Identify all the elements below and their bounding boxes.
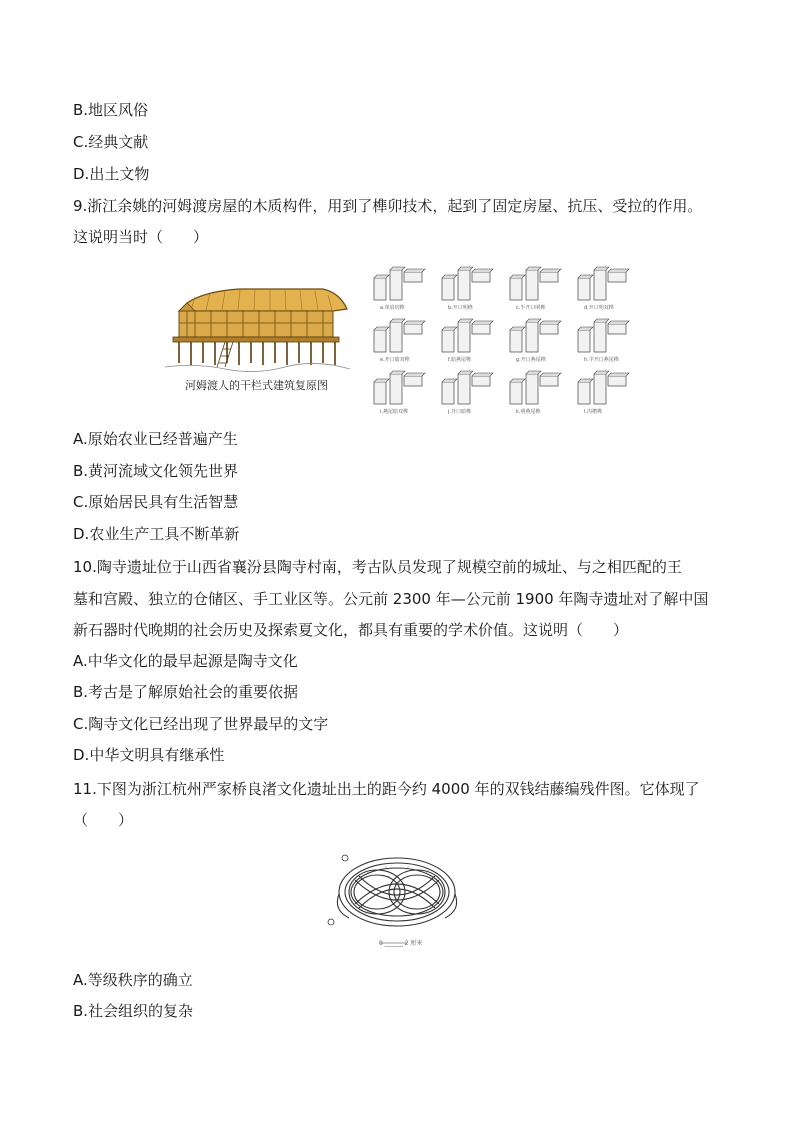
q10-option-c: C.陶寺文化已经出现了世界最早的文字	[73, 715, 329, 733]
q9-option-b: B.黄河流域文化领先世界	[73, 462, 239, 480]
tenon-joint-7	[510, 319, 561, 363]
q9-stem-line2: 这说明当时（ ）	[73, 228, 209, 246]
q11-stem-line1: 11.下图为浙江杭州严家桥良渚文化遗址出土的距今约 4000 年的双钱结藤编残件图。它体现了	[73, 780, 700, 798]
q10-stem-line3: 新石器时代晚期的社会历史及探索夏文化，都具有重要的学术价值。这说明（ ）	[73, 621, 629, 639]
tenon-joint-4	[578, 267, 629, 311]
tenon-joint-label: d.开口明双榫	[584, 305, 614, 311]
tenon-joint-label: a.单肩切榫	[380, 305, 405, 311]
tenon-joint-label: h.半开口燕尾榫	[584, 357, 619, 363]
tenon-joint-label: e.开口暗双榫	[380, 357, 410, 363]
q11-option-a: A.等级秩序的确立	[73, 971, 193, 989]
stilt-house-caption: 河姆渡人的干栏式建筑复原图	[185, 379, 328, 392]
tenon-joint-8	[578, 319, 629, 363]
tenon-joint-12	[578, 371, 629, 415]
tenon-joint-6	[442, 319, 493, 363]
q10-option-a: A.中华文化的最早起源是陶寺文化	[73, 652, 298, 670]
tenon-joint-1	[374, 267, 425, 311]
tenon-joint-label: g.开口燕尾榫	[516, 357, 546, 363]
q10-stem-line1: 10.陶寺遗址位于山西省襄汾县陶寺村南，考古队员发现了规模空前的城址、与之相匹配的王	[73, 558, 682, 576]
tenon-joint-label: k.明燕尾榫	[516, 409, 541, 415]
q11-option-b: B.社会组织的复杂	[73, 1002, 194, 1020]
tenon-joint-label: l.沟槽榫	[584, 409, 602, 415]
tenon-joint-5	[374, 319, 425, 363]
q10-option-d: D.中华文明具有继承性	[73, 746, 225, 764]
tenon-joint-label: i.燕尾暗双榫	[380, 409, 408, 415]
tenon-joint-label: j.开口暗榫	[448, 409, 471, 415]
q10-stem-line2: 墓和宫殿、独立的仓储区、手工业区等。公元前 2300 年—公元前 1900 年陶寺遗址对了解中国	[73, 590, 709, 608]
q10-option-b: B.考古是了解原始社会的重要依据	[73, 683, 299, 701]
tenon-joint-10	[442, 371, 493, 415]
q9-option-c: C.原始居民具有生活智慧	[73, 493, 239, 511]
tenon-mortise-joints-diagram	[366, 262, 638, 420]
tenon-joint-2	[442, 267, 493, 311]
q8-option-c: C.经典文献	[73, 133, 149, 151]
q9-option-a: A.原始农业已经普遍产生	[73, 430, 238, 448]
knot-scale-label: 0 ______ 2 厘米	[379, 940, 423, 947]
q8-option-d: D.出土文物	[73, 165, 150, 183]
tenon-joint-label: f.暗燕尾榫	[448, 357, 471, 363]
q9-stem-line1: 9.浙江余姚的河姆渡房屋的木质构件，用到了榫卯技术，起到了固定房屋、抗压、受拉的作用。	[73, 197, 703, 215]
tenon-joint-label: b.开口明榫	[448, 305, 473, 311]
tenon-joint-3	[510, 267, 561, 311]
tenon-joint-11	[510, 371, 561, 415]
double-coin-knot-rattan-drawing	[325, 850, 470, 950]
tenon-joint-label: c.半开口明榫	[516, 305, 546, 311]
q11-stem-line2: （ ）	[73, 811, 134, 829]
q9-option-d: D.农业生产工具不断革新	[73, 525, 240, 543]
tenon-joint-9	[374, 371, 425, 415]
q8-option-b: B.地区风俗	[73, 101, 149, 119]
stilt-house-illustration	[165, 283, 350, 375]
